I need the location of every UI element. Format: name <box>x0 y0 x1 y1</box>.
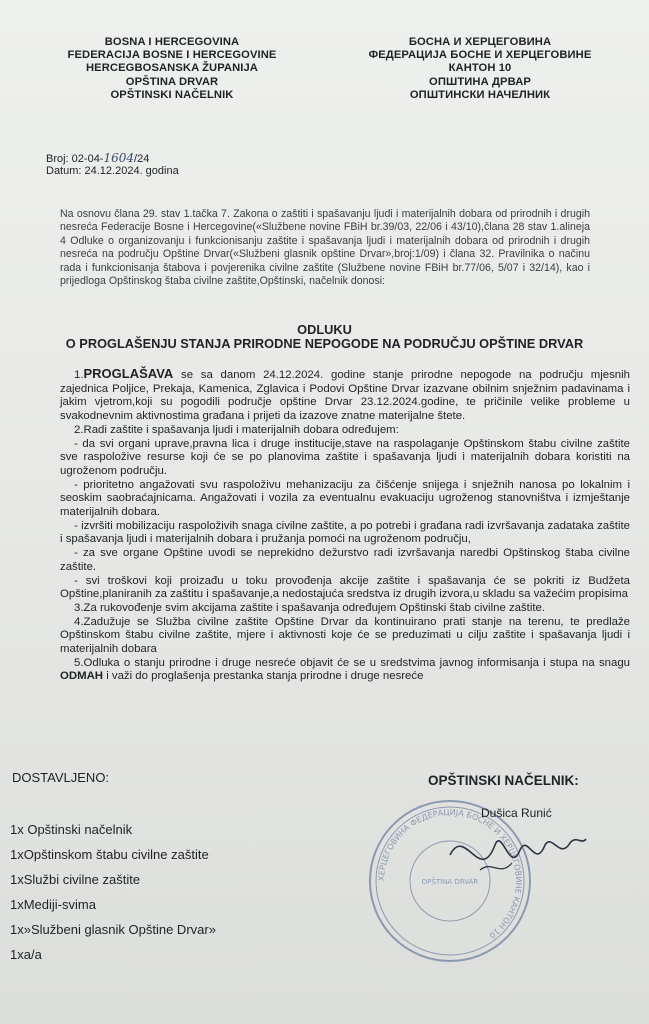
paragraph-1 <box>60 367 630 424</box>
preamble-text: Na osnovu člana 29. stav 1.tačka 7. Zakona o zaštiti i spašavanju ljudi i materijalnih dobara od prirodnih i drugih nesreća Federacije Bosne i Hercegovine(«Službene novine FBiH br.39/03, 22/06 i 43/10),člana 28 stav 1.alineja 4 Odluke o organizovanju i funkcionisanju zaštite i spašavanja ljudi i materijalnih dobara od prirodnih i drugih nesreća na području Opštine Drvar(«Službeni glasnik opštine Drvar»,broj:1/09) i člana 32. Pravilnika o načinu rada i funkcionisanja štabova i povjerenika civilne zaštite (Službene novine FBiH br.77/06, 5/07 i 32/14), kao i prijedloga Opštinskog štaba civilne zaštite,Opštinski, načelnik donosi: <box>60 208 590 288</box>
broj-handwritten: 1604 <box>103 151 135 165</box>
p5-keyword: ODMAH <box>60 670 104 683</box>
header-cyrillic <box>330 36 630 102</box>
p5-text-pre: 5.Odluka o stanju prirodne i druge nesreće objavit će se u sredstvima javnog informisanja i stupa na snagu <box>74 656 630 669</box>
distribution-item: 1xMediji-svima <box>10 897 96 912</box>
paragraph-2: 2.Radi zaštite i spašavanja ljudi i materijalnih dobara određujem: <box>74 423 399 436</box>
paragraph-2a: - da svi organi uprave,pravna lica i druge institucije,stave na raspolaganje Opštinskom štabu civilne zaštite sve raspoložive resurse koji će se po planovima zaštite i spašavanja ljudi i materijalnih dobara koristiti na ugroženom području. <box>60 437 630 477</box>
header-line: FEDERACIJA BOSNE I HERCEGOVINE <box>67 49 277 62</box>
distribution-item: 1xa/a <box>10 947 42 962</box>
stamp-outer-text: ХЕРЦЕГОВИНА ФЕДЕРАЦИЈА БОСНЕ И ХЕРЦЕГОВИНЕ КАНТОН 10 <box>376 807 524 940</box>
handwritten-signature <box>440 815 590 895</box>
p1-number: 1. <box>74 369 84 381</box>
header-line: БОСНА И ХЕРЦЕГОВИНА <box>408 36 552 48</box>
distribution-item: 1x»Službeni glasnik Opštine Drvar» <box>10 922 216 937</box>
header-line: OPŠTINSKI NAČELNIK <box>110 88 234 101</box>
decision-title: ODLUKU <box>297 322 352 337</box>
header-line: ОПШТИНСКИ НАЧЕЛНИК <box>409 88 551 101</box>
signatory-name: Dušica Runić <box>481 806 552 820</box>
header-line: ФЕДЕРАЦИЈА БОСНЕ И ХЕРЦЕГОВИНЕ <box>368 49 592 62</box>
p5-text-post: i važi do proglašenja prestanka stanja prirodne i druge nesreće <box>103 670 424 683</box>
broj-prefix: Broj: 02-04- <box>46 153 104 165</box>
decision-subtitle: O PROGLAŠENJU STANJA PRIRODNE NEPOGODE NA PODRUČJU OPŠTINE DRVAR <box>65 336 584 351</box>
distribution-title: DOSTAVLJENO: <box>12 770 110 785</box>
p1-keyword: PROGLAŠAVA <box>83 366 174 381</box>
header-line: ОПШТИНА ДРВАР <box>429 75 531 88</box>
header-latin <box>22 36 322 102</box>
header-line: КАНТОН 10 <box>448 62 512 75</box>
stamp-inner-text: OPŠTINA DRVAR <box>421 878 479 886</box>
header-line: OPŠTINA DRVAR <box>125 75 219 88</box>
paragraph-2e: - svi troškovi koji proizađu u toku provođenja akcije zaštite i spašavanja će se pokriti iz Budžeta Opštine,planiranih za zaštitu i spašavanje,a nedostajuća sredstva iz drugih izvora,u skladu sa važećim propisima <box>60 574 630 601</box>
paragraph-5 <box>60 657 630 684</box>
p1-text: se sa danom 24.12.2024. godine stanje prirodne nepogode na području mjesnih zajednica Poljice, Prekaja, Kamenica, Zglavica i Podovi Opštine Drvar izazvane obilnim snježnim padavinama i jakim vjetrom,koji su pogodili područje opštine Drvar 23.12.2024.godine, te pričinile velike probleme u svakodnevnim aktivnostima građana i prijeti da izazove znatne materijalne štete. <box>60 369 630 423</box>
distribution-item: 1xOpštinskom štabu civilne zaštite <box>10 847 209 862</box>
paragraph-2b: - prioritetno angažovati svu raspoloživu mehanizaciju za čišćenje snijega i snježnih nanosa po lokalnim i seoskim saobraćajnicama. Angažovati i vozila za eventualnu evakuaciju ugroženog stanovništva i izmještanje materijalnih dobara. <box>60 478 630 519</box>
document-number <box>46 151 149 165</box>
distribution-item: 1xSlužbi civilne zaštite <box>10 872 141 887</box>
paragraph-4: 4.Zadužuje se Služba civilne zaštite Opštine Drvar da kontinuirano prati stanje na terenu, te predlaže Opštinskom štabu civilne zaštite, mjere i aktivnosti koje će se preduzimati u cilju zaštite i spašavanja ljudi i materijalnih dobara <box>60 615 630 656</box>
signatory-title: OPŠTINSKI NAČELNIK: <box>428 773 579 788</box>
broj-suffix: /24 <box>134 153 150 165</box>
distribution-list <box>10 822 216 972</box>
paragraph-2c: - izvršiti mobilizaciju raspoloživih snaga civilne zaštite, a po potrebi i građana radi izvršavanja zadataka zaštite i spašavanja ljudi i materijalnih dobara i pružanja pomoći na ugroženom području, <box>60 519 630 546</box>
decision-body <box>60 367 630 684</box>
paragraph-3: 3.Za rukovođenje svim akcijama zaštite i spašavanja određujem Opštinski štab civilne zaštite. <box>74 601 546 614</box>
header-line: BOSNA I HERCEGOVINA <box>104 36 240 48</box>
document-date: Datum: 24.12.2024. godina <box>46 165 179 177</box>
distribution-item: 1x Opštinski načelnik <box>10 822 133 837</box>
header-line: HERCEGBOSANSKA ŽUPANIJA <box>86 62 258 75</box>
paragraph-2d: - za sve organe Opštine uvodi se neprekidno dežurstvo radi izvršavanja naredbi Opštinskog štaba civilne zaštite. <box>60 547 630 573</box>
